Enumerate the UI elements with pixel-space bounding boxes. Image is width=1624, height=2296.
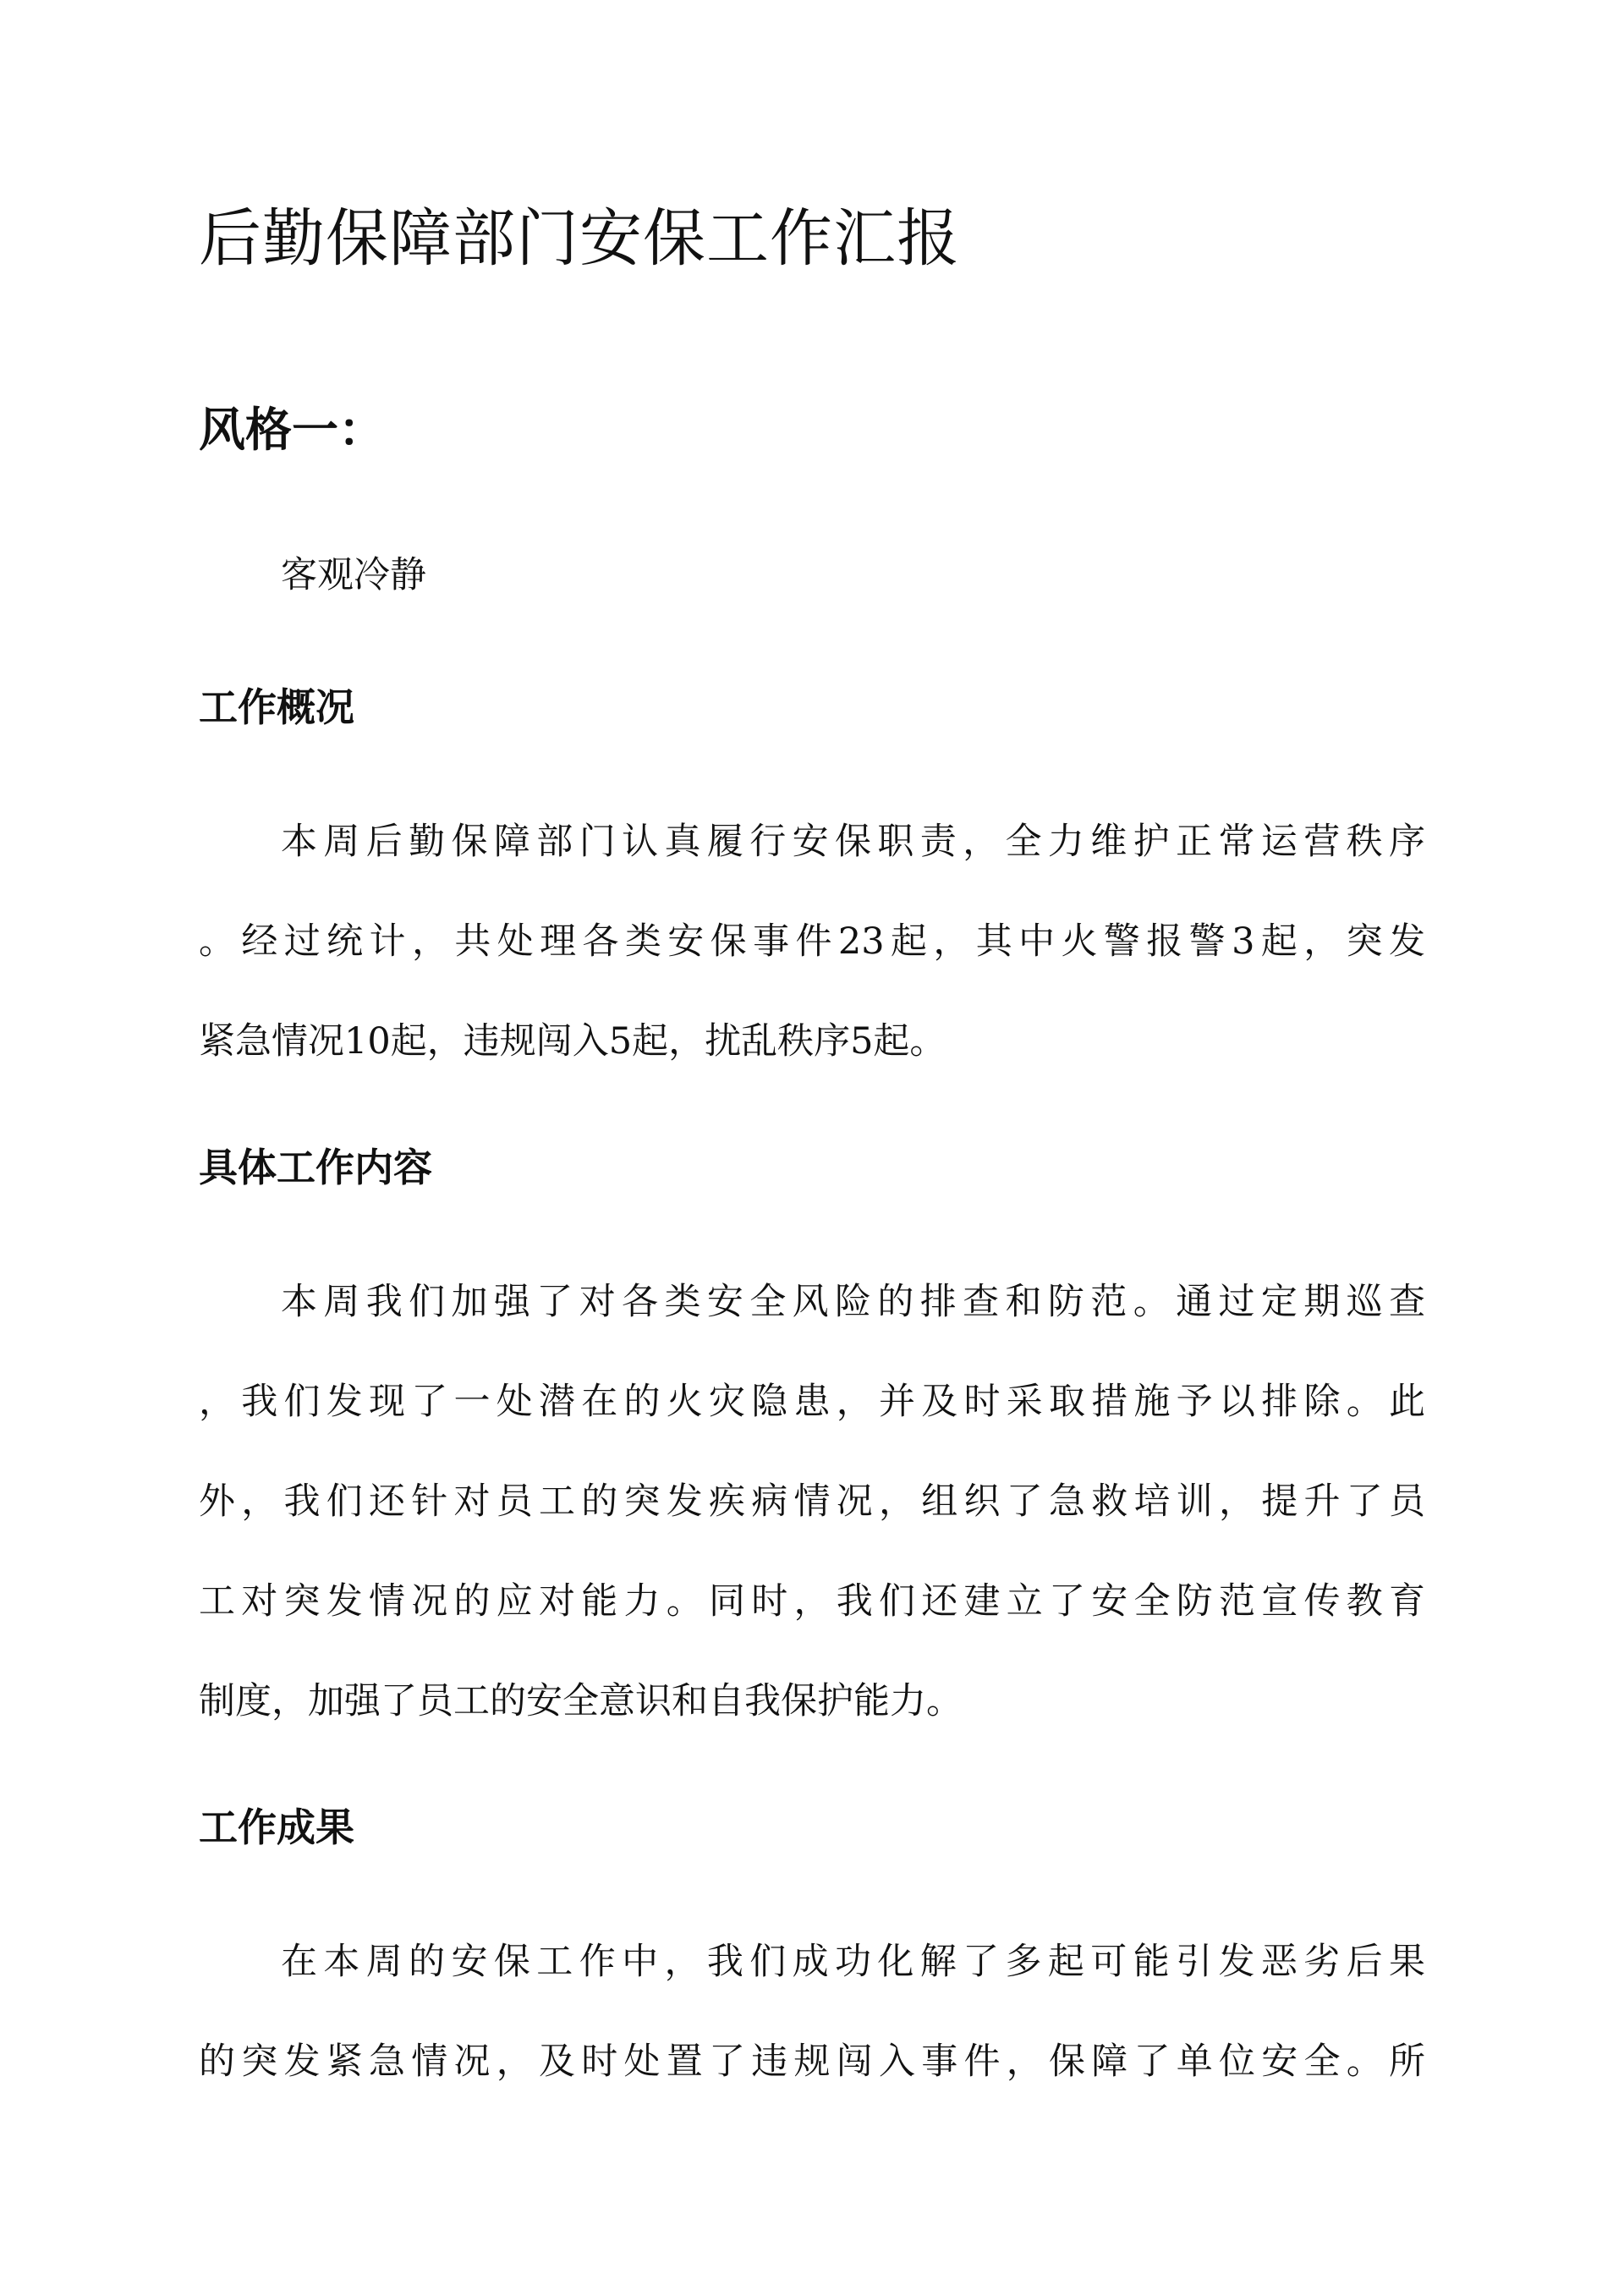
paragraph-line: 本周我们加强了对各类安全风险的排查和防范。通过定期巡查 (281, 1281, 1425, 1323)
section-heading-overview: 工作概况 (199, 684, 354, 730)
paragraph-line: 紧急情况10起，违规闯入5起，扰乱秩序5起。 (199, 1020, 946, 1063)
paragraph-line: 制度，加强了员工的安全意识和自我保护能力。 (199, 1680, 963, 1722)
paragraph-line: 的突发紧急情况，及时处置了违规闯入事件，保障了单位安全。所 (199, 2041, 1425, 2083)
style-heading: 风格一： (199, 402, 386, 457)
section-heading-results: 工作成果 (199, 1804, 354, 1850)
paragraph-line: 工对突发情况的应对能力。同时，我们还建立了安全防范宣传教育 (199, 1580, 1425, 1623)
paragraph-line: ，我们发现了一处潜在的火灾隐患，并及时采取措施予以排除。此 (199, 1381, 1425, 1423)
section-heading-details: 具体工作内容 (199, 1145, 432, 1190)
paragraph-line: 外，我们还针对员工的突发疾病情况，组织了急救培训，提升了员 (199, 1480, 1425, 1523)
paragraph-line: 本周后勤保障部门认真履行安保职责，全力维护正常运营秩序 (281, 821, 1425, 863)
paragraph-line: 在本周的安保工作中，我们成功化解了多起可能引发恶劣后果 (281, 1941, 1425, 1983)
paragraph-line: 。经过统计，共处理各类安保事件23起，其中火警报警3起，突发 (199, 920, 1425, 963)
style-subtitle: 客观冷静 (281, 554, 426, 596)
document-title: 后勤保障部门安保工作汇报 (199, 202, 960, 275)
